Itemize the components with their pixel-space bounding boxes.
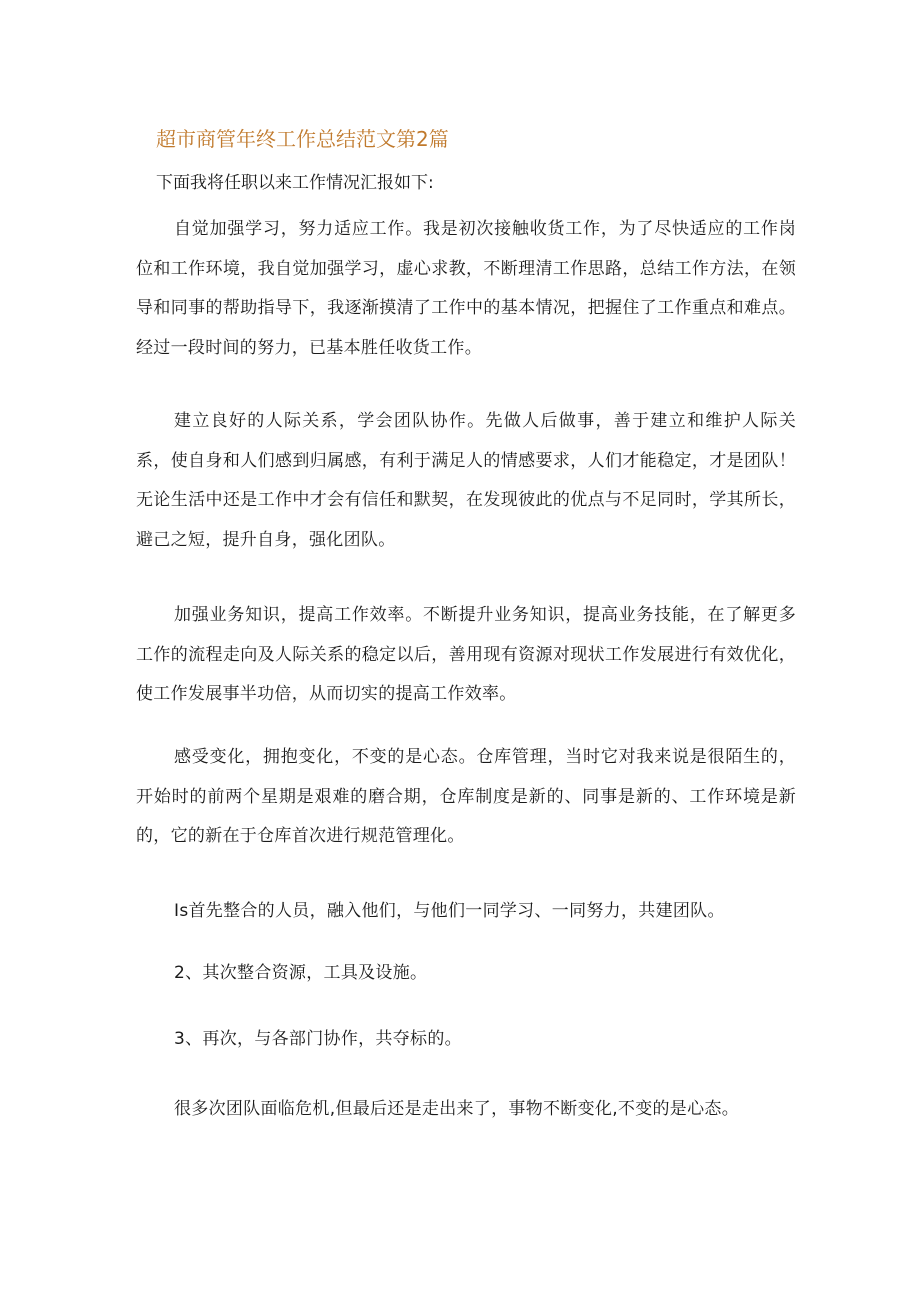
list-item-staff: Is首先整合的人员，融入他们，与他们一同学习、一同努力，共建团队。 [174, 901, 725, 921]
list-item-resources: 2、其次整合资源，工具及设施。 [174, 963, 428, 983]
paragraph-teamwork: 建立良好的人际关系，学会团队协作。先做人后做事，善于建立和维护人际关系，使自身和人们感到归属感，有利于满足人的情感要求，人们才能稳定，才是团队！无论生活中还是工作中才会有信任和默契，在发现彼此的优点与不足同时，学其所长，避己之短，提升自身，强化团队。 [136, 411, 796, 550]
paragraph-change: 感受变化，拥抱变化，不变的是心态。仓库管理，当时它对我来说是很陌生的，开始时的前两个星期是艰难的磨合期，仓库制度是新的、同事是新的、工作环境是新的，它的新在于仓库首次进行规范管理化。 [136, 747, 796, 846]
closing-text: 很多次团队面临危机,但最后还是走出来了，事物不断变化,不变的是心态。 [174, 1099, 740, 1119]
paragraph-study: 自觉加强学习，努力适应工作。我是初次接触收货工作，为了尽快适应的工作岗位和工作环境，我自觉加强学习，虚心求教，不断理清工作思路，总结工作方法，在领导和同事的帮助指导下，我逐渐摸清了工作中的基本情况，把握住了工作重点和难点。经过一段时间的努力，已基本胜任收货工作。 [136, 219, 796, 358]
intro-text: 下面我将任职以来工作情况汇报如下: [156, 173, 434, 193]
list-item-cooperation: 3、再次，与各部门协作，共夺标的。 [174, 1029, 462, 1049]
paragraph-efficiency: 加强业务知识，提高工作效率。不断提升业务知识，提高业务技能，在了解更多工作的流程走向及人际关系的稳定以后，善用现有资源对现状工作发展进行有效优化，使工作发展事半功倍，从而切实的提高工作效率。 [136, 605, 796, 704]
document-title: 超市商管年终工作总结范文第2篇 [156, 127, 449, 151]
